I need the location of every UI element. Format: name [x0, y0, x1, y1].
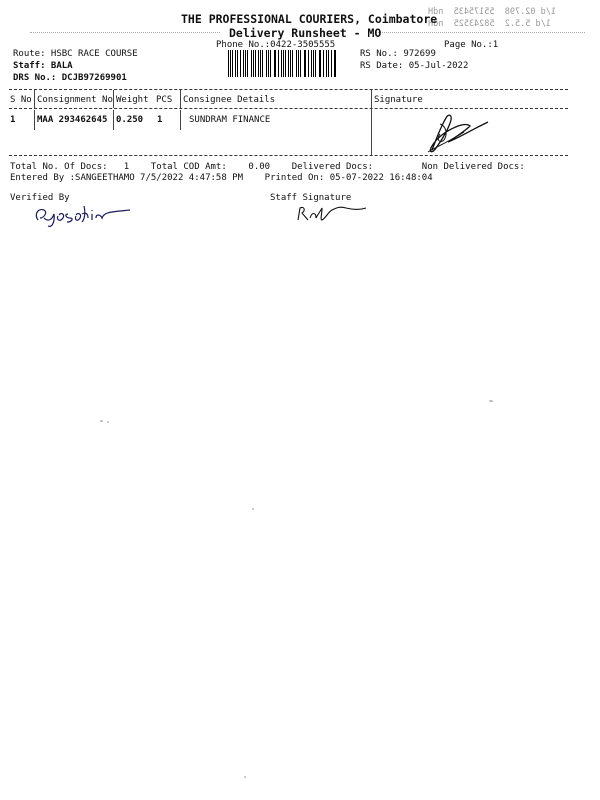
- cell-pcs: 1: [157, 115, 163, 125]
- staff-signature-label: Staff Signature: [270, 193, 352, 203]
- runsheet-subtitle: Delivery Runsheet - MO: [229, 26, 382, 40]
- col-header-weight: Weight: [116, 95, 149, 105]
- col-header-pcs: PCS: [156, 95, 173, 105]
- phone-number: Phone No.:0422-3505555: [216, 40, 336, 50]
- verified-by-label: Verified By: [10, 193, 70, 203]
- cell-sno: 1: [10, 115, 16, 125]
- rs-number: RS No.: 972699: [360, 49, 436, 59]
- company-title: THE PROFESSIONAL COURIERS, Coimbatore: [181, 12, 438, 26]
- column-divider: [34, 110, 35, 130]
- column-divider: [34, 90, 35, 108]
- verifier-signature: [30, 198, 135, 230]
- column-divider: [180, 110, 181, 130]
- route-label: Route: HSBC RACE COURSE: [13, 49, 138, 59]
- bleed-through-text-2: 1/d 5.5.2 58243525 ndH: [428, 19, 551, 29]
- column-divider: [113, 110, 114, 130]
- bleed-through-text-1: 1/d 02.798 55175435 ndH: [428, 7, 556, 17]
- cell-weight: 0.250: [116, 115, 144, 125]
- scan-speck: [252, 508, 254, 510]
- drs-number: DRS No.: DCJB97269901: [13, 73, 127, 83]
- bleed-dots-left: [30, 32, 220, 33]
- cell-consignment: MAA 293462645: [37, 115, 108, 125]
- scan-speck: [107, 421, 109, 423]
- scan-speck: [489, 400, 493, 402]
- col-header-consignee: Consignee Details: [183, 95, 276, 105]
- col-header-sno: S No: [10, 95, 32, 105]
- column-divider: [113, 90, 114, 108]
- page-number: Page No.:1: [444, 40, 499, 50]
- scan-speck: [244, 776, 246, 778]
- staff-label: Staff: BALA: [13, 61, 73, 71]
- rs-date: RS Date: 05-Jul-2022: [360, 61, 469, 71]
- col-header-signature: Signature: [374, 95, 423, 105]
- staff-signature-scribble: [292, 196, 372, 226]
- column-divider: [371, 90, 372, 155]
- column-divider: [180, 90, 181, 108]
- cell-consignee: SUNDRAM FINANCE: [189, 115, 271, 125]
- recipient-signature: [418, 110, 493, 158]
- table-header-rule: [9, 108, 568, 109]
- bleed-dots-right: [375, 32, 585, 33]
- scan-speck: [100, 420, 103, 422]
- totals-line: Total No. Of Docs: 1 Total COD Amt: 0.00 Delivered Docs: Non Delivered Docs:: [10, 162, 525, 172]
- entered-by-line: Entered By :SANGEETHAMO 7/5/2022 4:47:58 PM Printed On: 05-07-2022 16:48:04: [10, 173, 433, 183]
- table-top-rule: [9, 89, 568, 90]
- col-header-consignment: Consignment No: [37, 95, 113, 105]
- barcode: [228, 50, 338, 77]
